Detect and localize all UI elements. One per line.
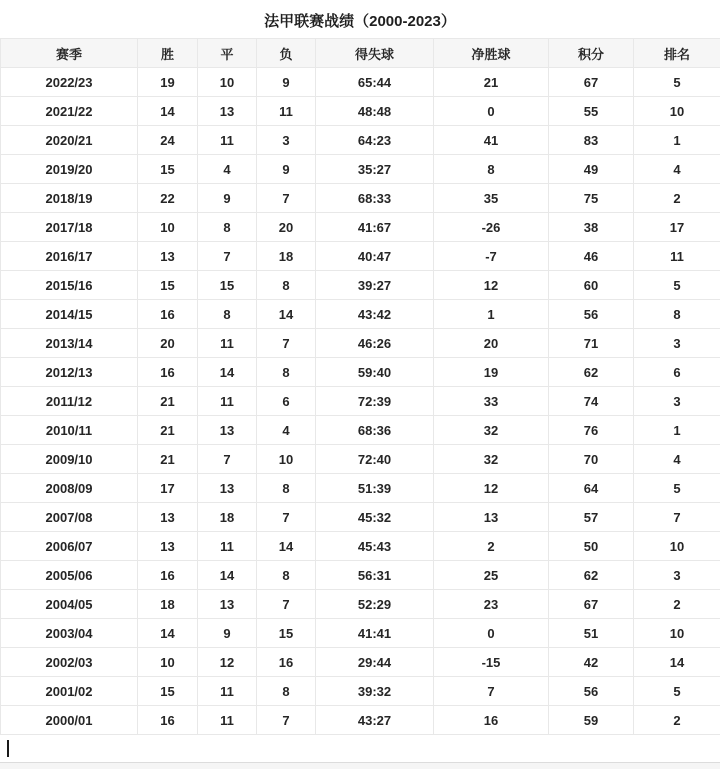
table-cell-wins: 15 <box>138 271 198 300</box>
table-cell-points: 56 <box>549 677 634 706</box>
table-cell-goals: 64:23 <box>316 126 434 155</box>
table-cell-rank: 3 <box>634 329 720 358</box>
table-cell-goal_diff: 19 <box>434 358 549 387</box>
table-cell-points: 62 <box>549 561 634 590</box>
table-cell-wins: 22 <box>138 184 198 213</box>
table-cell-points: 75 <box>549 184 634 213</box>
table-body <box>1 68 720 735</box>
table-cell-wins: 15 <box>138 677 198 706</box>
table-cell-goal_diff: 7 <box>434 677 549 706</box>
table-row <box>1 126 720 155</box>
table-cell-goal_diff: 8 <box>434 155 549 184</box>
table-cell-rank: 1 <box>634 126 720 155</box>
table-cell-points: 71 <box>549 329 634 358</box>
table-row <box>1 532 720 561</box>
column-header-draws: 平 <box>198 39 257 68</box>
table-cell-points: 38 <box>549 213 634 242</box>
table-row <box>1 97 720 126</box>
table-cell-season: 2021/22 <box>1 97 138 126</box>
table-cell-losses: 4 <box>257 416 316 445</box>
table-cell-goal_diff: 20 <box>434 329 549 358</box>
table-cell-goals: 68:36 <box>316 416 434 445</box>
table-cell-wins: 16 <box>138 561 198 590</box>
table-cell-season: 2003/04 <box>1 619 138 648</box>
table-cell-rank: 6 <box>634 358 720 387</box>
page-title: 法甲联赛战绩（2000-2023） <box>264 12 456 30</box>
table-row <box>1 503 720 532</box>
table-cell-goal_diff: 32 <box>434 445 549 474</box>
table-cell-rank: 11 <box>634 242 720 271</box>
table-cell-draws: 10 <box>198 68 257 97</box>
table-cell-rank: 10 <box>634 532 720 561</box>
table-cell-draws: 14 <box>198 358 257 387</box>
table-cell-season: 2019/20 <box>1 155 138 184</box>
table-cell-goals: 39:32 <box>316 677 434 706</box>
table-cell-losses: 7 <box>257 706 316 735</box>
table-cell-goal_diff: 25 <box>434 561 549 590</box>
table-cell-goals: 51:39 <box>316 474 434 503</box>
league-results-table <box>0 38 720 735</box>
table-cell-season: 2008/09 <box>1 474 138 503</box>
table-row <box>1 619 720 648</box>
table-row <box>1 387 720 416</box>
table-cell-losses: 14 <box>257 300 316 329</box>
table-cell-draws: 9 <box>198 619 257 648</box>
table-cell-losses: 15 <box>257 619 316 648</box>
table-cell-season: 2000/01 <box>1 706 138 735</box>
table-cell-goal_diff: 0 <box>434 619 549 648</box>
table-cell-points: 49 <box>549 155 634 184</box>
table-cell-goals: 72:39 <box>316 387 434 416</box>
table-cell-wins: 17 <box>138 474 198 503</box>
column-header-season: 赛季 <box>1 39 138 68</box>
table-cell-points: 51 <box>549 619 634 648</box>
table-cell-draws: 11 <box>198 706 257 735</box>
table-cell-goals: 43:42 <box>316 300 434 329</box>
table-cell-rank: 3 <box>634 387 720 416</box>
table-cell-season: 2016/17 <box>1 242 138 271</box>
table-cell-draws: 11 <box>198 387 257 416</box>
table-row <box>1 590 720 619</box>
table-cell-losses: 20 <box>257 213 316 242</box>
table-cell-points: 76 <box>549 416 634 445</box>
table-cell-points: 74 <box>549 387 634 416</box>
table-cell-draws: 11 <box>198 329 257 358</box>
table-cell-losses: 9 <box>257 68 316 97</box>
table-cell-wins: 14 <box>138 97 198 126</box>
table-cell-goal_diff: 12 <box>434 474 549 503</box>
table-cell-wins: 10 <box>138 648 198 677</box>
table-cell-season: 2004/05 <box>1 590 138 619</box>
table-cell-goal_diff: 35 <box>434 184 549 213</box>
table-cell-rank: 5 <box>634 677 720 706</box>
table-row <box>1 300 720 329</box>
table-cell-season: 2013/14 <box>1 329 138 358</box>
table-cell-goals: 41:41 <box>316 619 434 648</box>
table-cell-draws: 8 <box>198 213 257 242</box>
table-cell-goals: 41:67 <box>316 213 434 242</box>
table-cell-draws: 13 <box>198 590 257 619</box>
table-cell-losses: 7 <box>257 184 316 213</box>
table-cell-goal_diff: 33 <box>434 387 549 416</box>
table-cell-wins: 21 <box>138 445 198 474</box>
table-cell-draws: 11 <box>198 677 257 706</box>
table-cell-goal_diff: 1 <box>434 300 549 329</box>
table-cell-season: 2006/07 <box>1 532 138 561</box>
table-cell-rank: 10 <box>634 619 720 648</box>
table-cell-rank: 3 <box>634 561 720 590</box>
table-cell-losses: 8 <box>257 271 316 300</box>
table-cell-rank: 5 <box>634 474 720 503</box>
table-cell-goals: 46:26 <box>316 329 434 358</box>
table-cell-draws: 8 <box>198 300 257 329</box>
table-row <box>1 561 720 590</box>
table-row <box>1 416 720 445</box>
table-cell-wins: 13 <box>138 242 198 271</box>
table-cell-points: 70 <box>549 445 634 474</box>
table-cell-goals: 29:44 <box>316 648 434 677</box>
table-row <box>1 677 720 706</box>
table-cell-goals: 43:27 <box>316 706 434 735</box>
table-cell-season: 2012/13 <box>1 358 138 387</box>
table-row <box>1 271 720 300</box>
table-cell-goal_diff: -26 <box>434 213 549 242</box>
table-cell-losses: 9 <box>257 155 316 184</box>
table-cell-goal_diff: 13 <box>434 503 549 532</box>
table-cell-season: 2014/15 <box>1 300 138 329</box>
table-cell-rank: 5 <box>634 271 720 300</box>
column-header-wins: 胜 <box>138 39 198 68</box>
table-cell-points: 64 <box>549 474 634 503</box>
table-cell-points: 46 <box>549 242 634 271</box>
table-cell-goals: 35:27 <box>316 155 434 184</box>
table-cell-wins: 16 <box>138 706 198 735</box>
table-cell-goals: 52:29 <box>316 590 434 619</box>
table-cell-rank: 7 <box>634 503 720 532</box>
table-row <box>1 474 720 503</box>
table-cell-season: 2017/18 <box>1 213 138 242</box>
table-cell-rank: 4 <box>634 155 720 184</box>
table-cell-losses: 7 <box>257 329 316 358</box>
table-cell-points: 56 <box>549 300 634 329</box>
table-cell-goals: 48:48 <box>316 97 434 126</box>
table-cell-losses: 16 <box>257 648 316 677</box>
table-cell-points: 59 <box>549 706 634 735</box>
table-cell-goal_diff: 0 <box>434 97 549 126</box>
table-cell-goal_diff: -7 <box>434 242 549 271</box>
table-cell-rank: 10 <box>634 97 720 126</box>
table-cell-draws: 13 <box>198 97 257 126</box>
table-cell-draws: 13 <box>198 474 257 503</box>
table-cell-wins: 15 <box>138 155 198 184</box>
table-cell-losses: 3 <box>257 126 316 155</box>
table-cell-rank: 2 <box>634 706 720 735</box>
table-cell-goal_diff: 23 <box>434 590 549 619</box>
table-cell-losses: 8 <box>257 474 316 503</box>
table-row <box>1 155 720 184</box>
table-cell-draws: 14 <box>198 561 257 590</box>
table-cell-goal_diff: 2 <box>434 532 549 561</box>
table-cell-wins: 21 <box>138 387 198 416</box>
table-cell-wins: 14 <box>138 619 198 648</box>
table-row <box>1 213 720 242</box>
table-cell-wins: 16 <box>138 300 198 329</box>
table-cell-losses: 8 <box>257 358 316 387</box>
table-cell-points: 50 <box>549 532 634 561</box>
table-cell-wins: 20 <box>138 329 198 358</box>
table-cell-season: 2011/12 <box>1 387 138 416</box>
table-row <box>1 445 720 474</box>
table-cell-rank: 8 <box>634 300 720 329</box>
column-header-goal-diff: 净胜球 <box>434 39 549 68</box>
table-cell-season: 2010/11 <box>1 416 138 445</box>
table-cell-wins: 24 <box>138 126 198 155</box>
table-cell-goal_diff: 12 <box>434 271 549 300</box>
table-cell-draws: 7 <box>198 242 257 271</box>
table-cell-rank: 1 <box>634 416 720 445</box>
column-header-rank: 排名 <box>634 39 720 68</box>
table-cell-draws: 7 <box>198 445 257 474</box>
table-cell-season: 2015/16 <box>1 271 138 300</box>
table-cell-rank: 4 <box>634 445 720 474</box>
table-cell-goal_diff: 32 <box>434 416 549 445</box>
table-cell-season: 2002/03 <box>1 648 138 677</box>
table-cell-rank: 17 <box>634 213 720 242</box>
table-cell-season: 2001/02 <box>1 677 138 706</box>
table-cell-wins: 13 <box>138 503 198 532</box>
table-cell-wins: 19 <box>138 68 198 97</box>
table-cell-draws: 9 <box>198 184 257 213</box>
table-cell-goals: 56:31 <box>316 561 434 590</box>
table-cell-draws: 4 <box>198 155 257 184</box>
table-cell-losses: 18 <box>257 242 316 271</box>
table-cell-goal_diff: 41 <box>434 126 549 155</box>
table-cell-wins: 16 <box>138 358 198 387</box>
table-cell-wins: 10 <box>138 213 198 242</box>
table-header-row <box>1 39 720 68</box>
table-cell-season: 2005/06 <box>1 561 138 590</box>
bottom-band <box>0 763 720 769</box>
table-cell-points: 57 <box>549 503 634 532</box>
table-cell-losses: 11 <box>257 97 316 126</box>
table-cell-draws: 12 <box>198 648 257 677</box>
table-cell-losses: 7 <box>257 590 316 619</box>
text-caret <box>7 740 9 757</box>
table-cell-rank: 2 <box>634 184 720 213</box>
table-cell-goals: 59:40 <box>316 358 434 387</box>
table-cell-losses: 10 <box>257 445 316 474</box>
table-row <box>1 68 720 97</box>
table-cell-season: 2007/08 <box>1 503 138 532</box>
table-cell-points: 42 <box>549 648 634 677</box>
table-cell-goals: 40:47 <box>316 242 434 271</box>
document-text-insertion-line[interactable] <box>0 736 720 760</box>
table-cell-losses: 14 <box>257 532 316 561</box>
table-cell-wins: 13 <box>138 532 198 561</box>
column-header-goals: 得失球 <box>316 39 434 68</box>
table-cell-losses: 8 <box>257 677 316 706</box>
table-row <box>1 706 720 735</box>
table-row <box>1 184 720 213</box>
table-cell-losses: 7 <box>257 503 316 532</box>
table-cell-draws: 11 <box>198 532 257 561</box>
table-cell-goals: 65:44 <box>316 68 434 97</box>
table-cell-rank: 2 <box>634 590 720 619</box>
table-cell-points: 62 <box>549 358 634 387</box>
table-cell-wins: 18 <box>138 590 198 619</box>
table-cell-draws: 13 <box>198 416 257 445</box>
table-row <box>1 329 720 358</box>
table-cell-rank: 14 <box>634 648 720 677</box>
table-cell-season: 2020/21 <box>1 126 138 155</box>
table-row <box>1 648 720 677</box>
column-header-losses: 负 <box>257 39 316 68</box>
table-cell-goal_diff: 21 <box>434 68 549 97</box>
table-cell-losses: 6 <box>257 387 316 416</box>
column-header-points: 积分 <box>549 39 634 68</box>
table-cell-goals: 72:40 <box>316 445 434 474</box>
table-cell-goals: 45:32 <box>316 503 434 532</box>
table-cell-losses: 8 <box>257 561 316 590</box>
table-cell-draws: 18 <box>198 503 257 532</box>
table-cell-points: 83 <box>549 126 634 155</box>
table-cell-goals: 39:27 <box>316 271 434 300</box>
table-cell-draws: 15 <box>198 271 257 300</box>
table-row <box>1 242 720 271</box>
table-cell-season: 2022/23 <box>1 68 138 97</box>
table-cell-wins: 21 <box>138 416 198 445</box>
table-cell-goal_diff: 16 <box>434 706 549 735</box>
table-cell-goal_diff: -15 <box>434 648 549 677</box>
table-cell-points: 67 <box>549 68 634 97</box>
table-cell-season: 2018/19 <box>1 184 138 213</box>
table-cell-points: 60 <box>549 271 634 300</box>
table-row <box>1 358 720 387</box>
table-cell-draws: 11 <box>198 126 257 155</box>
table-cell-goals: 45:43 <box>316 532 434 561</box>
table-cell-points: 55 <box>549 97 634 126</box>
table-cell-points: 67 <box>549 590 634 619</box>
table-cell-goals: 68:33 <box>316 184 434 213</box>
table-cell-season: 2009/10 <box>1 445 138 474</box>
table-cell-rank: 5 <box>634 68 720 97</box>
